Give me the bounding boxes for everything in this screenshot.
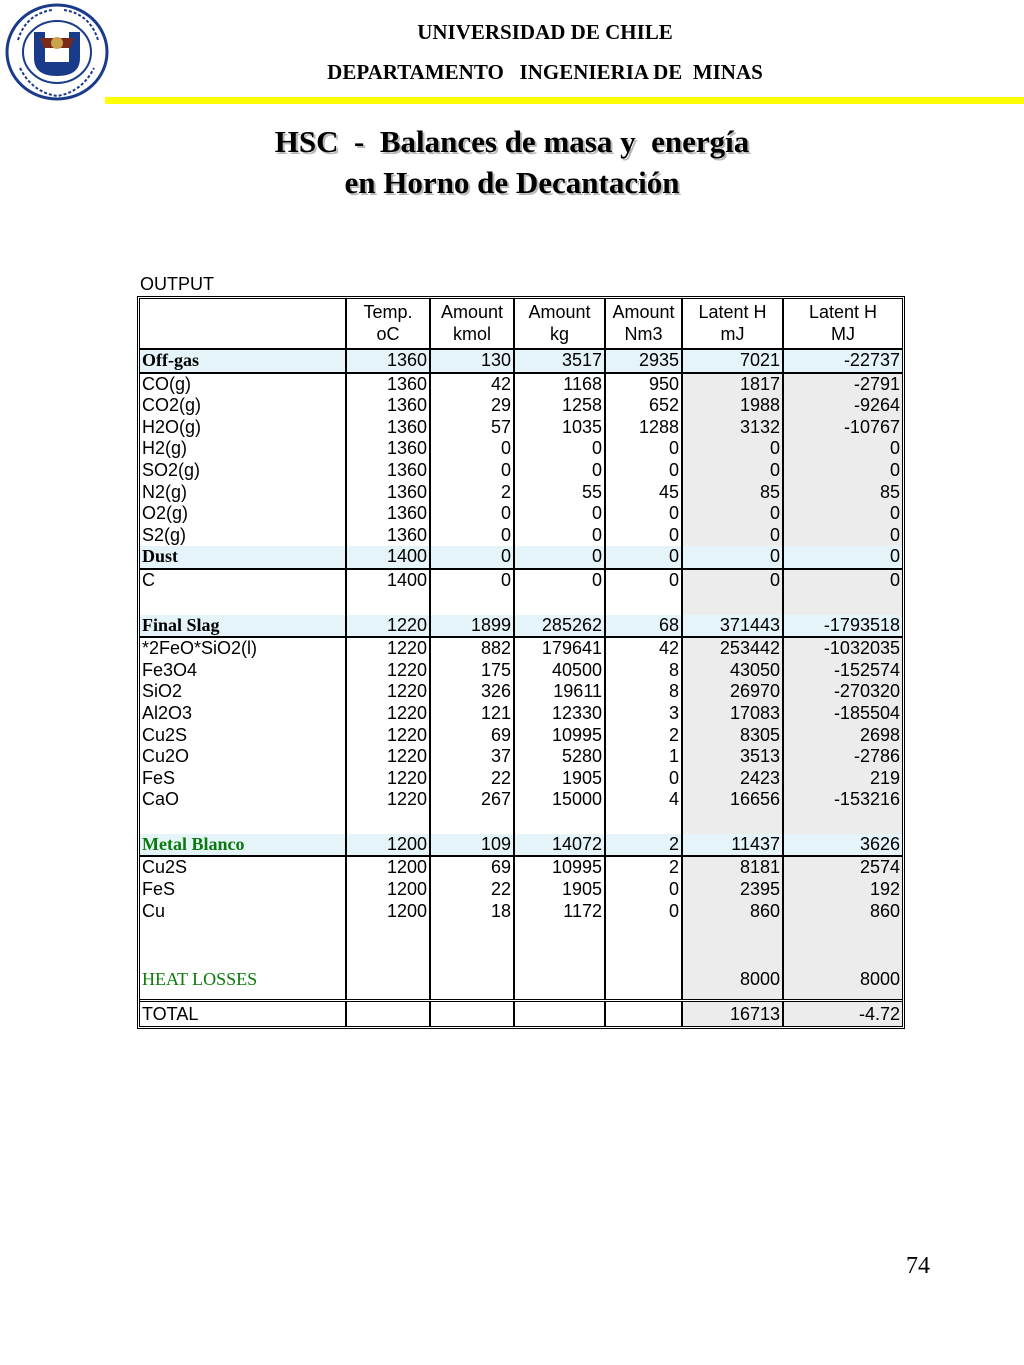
row-label: Cu2O (142, 746, 190, 767)
total-row (140, 1000, 902, 1026)
empty-cell (140, 991, 346, 1001)
row-label: H2O(g) (142, 416, 202, 437)
table-cell: 0 (682, 438, 783, 460)
empty-cell (682, 811, 783, 834)
row-label: *2FeO*SiO2(l) (142, 638, 258, 659)
table-cell: 26970 (682, 681, 783, 703)
table-cell: 0 (430, 569, 514, 592)
row-label: SO2(g) (142, 459, 201, 480)
table-cell: 3626 (783, 834, 902, 857)
table-cell: 0 (605, 503, 682, 525)
table-row (140, 703, 902, 725)
table-cell (605, 1000, 682, 1026)
table-cell (605, 969, 682, 991)
dust-group-row (140, 546, 902, 569)
empty-cell (140, 922, 346, 969)
column-header-line1: Amount (612, 302, 675, 322)
table-row (140, 417, 902, 439)
empty-cell (514, 991, 605, 1001)
table-cell: -185504 (783, 703, 902, 725)
table-cell: 0 (605, 438, 682, 460)
table-cell: 0 (605, 768, 682, 790)
table-row (140, 637, 902, 660)
table-cell: 1400 (346, 569, 430, 592)
column-header (514, 299, 605, 349)
table-cell: 1899 (430, 615, 514, 638)
table-cell: 326 (430, 681, 514, 703)
table-cell: 179641 (514, 637, 605, 660)
table-cell: 175 (430, 660, 514, 682)
empty-cell (346, 592, 430, 615)
university-logo (4, 2, 110, 102)
row-label: Al2O3 (142, 702, 193, 723)
table-cell: -270320 (783, 681, 902, 703)
table-cell: 10995 (514, 856, 605, 879)
table-cell: 2935 (605, 349, 682, 373)
table-cell: 42 (605, 637, 682, 660)
table-cell: 0 (514, 546, 605, 569)
table-cell: 0 (682, 460, 783, 482)
table-cell: 85 (783, 482, 902, 504)
table-cell: 1258 (514, 395, 605, 417)
table-cell: 3132 (682, 417, 783, 439)
table-cell: 0 (430, 503, 514, 525)
table-cell: 69 (430, 725, 514, 747)
empty-cell (514, 922, 605, 969)
table-cell: -2791 (783, 373, 902, 396)
table-cell: 0 (605, 879, 682, 901)
row-label: TOTAL (142, 1003, 199, 1024)
table-cell: 14072 (514, 834, 605, 857)
table-row (140, 482, 902, 504)
table-cell: 0 (430, 525, 514, 547)
empty-cell (430, 922, 514, 969)
table-cell: 68 (605, 615, 682, 638)
table-cell: 1288 (605, 417, 682, 439)
column-header-line1: Amount (528, 302, 591, 322)
table-cell: 2 (605, 834, 682, 857)
table-label: OUTPUT (140, 274, 214, 294)
table-cell: 0 (783, 438, 902, 460)
table-cell: 1360 (346, 482, 430, 504)
column-header (430, 299, 514, 349)
table-cell: 0 (682, 503, 783, 525)
table-cell: 0 (605, 546, 682, 569)
empty-cell (430, 991, 514, 1001)
table-cell: 0 (682, 525, 783, 547)
metal-group-row (140, 834, 902, 857)
column-header-line2: mJ (720, 324, 745, 344)
table-cell: 285262 (514, 615, 605, 638)
row-label: O2(g) (142, 503, 189, 524)
table-cell: -152574 (783, 660, 902, 682)
table-row (140, 460, 902, 482)
table-cell: 1220 (346, 725, 430, 747)
table-cell: 8181 (682, 856, 783, 879)
heat-losses-row (140, 969, 902, 991)
table-row (140, 879, 902, 901)
column-header-line1: Latent H (698, 302, 767, 322)
table-header (140, 299, 902, 349)
table-cell: 130 (430, 349, 514, 373)
table-cell: 2698 (783, 725, 902, 747)
table-cell: 2574 (783, 856, 902, 879)
table-cell: 37 (430, 746, 514, 768)
table-cell: 15000 (514, 789, 605, 811)
table-cell: 1168 (514, 373, 605, 396)
table-cell: 0 (783, 546, 902, 569)
table-cell: 1905 (514, 879, 605, 901)
column-header-line2: Nm3 (624, 324, 663, 344)
slag-group-row (140, 615, 902, 638)
table-cell: 652 (605, 395, 682, 417)
column-header (783, 299, 902, 349)
table-cell: 1360 (346, 395, 430, 417)
table-cell: 0 (605, 460, 682, 482)
row-label: CaO (142, 789, 180, 810)
table-cell: -153216 (783, 789, 902, 811)
table-cell: -9264 (783, 395, 902, 417)
empty-cell (605, 811, 682, 834)
table-cell: 8 (605, 681, 682, 703)
table-cell: 19611 (514, 681, 605, 703)
table-row (140, 503, 902, 525)
table-cell: 1360 (346, 438, 430, 460)
empty-cell (140, 592, 346, 615)
table-cell: 0 (605, 569, 682, 592)
table-row (140, 438, 902, 460)
table-cell: 253442 (682, 637, 783, 660)
university-name: UNIVERSIDAD DE CHILE (417, 20, 673, 44)
table-cell: 40500 (514, 660, 605, 682)
table-cell: 16656 (682, 789, 783, 811)
row-label: Fe3O4 (142, 659, 198, 680)
table-cell: 1220 (346, 660, 430, 682)
row-label: CO(g) (142, 373, 191, 394)
table-cell: 1200 (346, 879, 430, 901)
table-cell: -1032035 (783, 637, 902, 660)
row-label: Cu (142, 900, 166, 921)
table-cell: 3517 (514, 349, 605, 373)
table-cell: 0 (514, 438, 605, 460)
column-header-line1: Amount (440, 302, 504, 322)
table-cell (346, 969, 430, 991)
table-cell: 8000 (682, 969, 783, 991)
spacer-row (140, 592, 902, 615)
empty-cell (783, 991, 902, 1001)
table-cell: 0 (514, 503, 605, 525)
empty-cell (430, 592, 514, 615)
table-cell (346, 1000, 430, 1026)
empty-cell (783, 592, 902, 615)
table-cell: 0 (783, 525, 902, 547)
table-row (140, 789, 902, 811)
table-cell: 7021 (682, 349, 783, 373)
table-cell: -10767 (783, 417, 902, 439)
table-cell (430, 969, 514, 991)
table-cell: 1220 (346, 789, 430, 811)
table-cell: 8305 (682, 725, 783, 747)
table-cell: 0 (605, 525, 682, 547)
table-cell: 0 (514, 460, 605, 482)
table-cell: 1220 (346, 768, 430, 790)
table-cell: 1360 (346, 503, 430, 525)
table-cell: 1200 (346, 834, 430, 857)
row-label: FeS (142, 767, 176, 788)
table-cell: 1220 (346, 637, 430, 660)
table-cell: 0 (430, 438, 514, 460)
table-cell: 1988 (682, 395, 783, 417)
column-header (605, 299, 682, 349)
table-row (140, 660, 902, 682)
table-cell: 109 (430, 834, 514, 857)
table-cell: -4.72 (783, 1000, 902, 1026)
table-cell: -2786 (783, 746, 902, 768)
table-row (140, 395, 902, 417)
table-cell: 8 (605, 660, 682, 682)
table-cell: 219 (783, 768, 902, 790)
table-cell: 1200 (346, 901, 430, 923)
table-cell: 1360 (346, 417, 430, 439)
empty-cell (605, 991, 682, 1001)
table-row (140, 768, 902, 790)
column-header-line2: kg (549, 324, 569, 344)
table-cell: 0 (514, 525, 605, 547)
table-cell: 0 (605, 901, 682, 923)
table-cell: 2 (605, 725, 682, 747)
table-row (140, 373, 902, 396)
row-label: CO2(g) (142, 395, 202, 416)
empty-cell (346, 922, 430, 969)
table-cell: 1360 (346, 349, 430, 373)
empty-cell (346, 811, 430, 834)
table-cell: 371443 (682, 615, 783, 638)
table-cell: 22 (430, 768, 514, 790)
table-cell: 22 (430, 879, 514, 901)
empty-cell (682, 991, 783, 1001)
table-cell: 1220 (346, 681, 430, 703)
header-row (140, 299, 902, 349)
empty-cell (605, 922, 682, 969)
table-cell: 16713 (682, 1000, 783, 1026)
table-cell: 8000 (783, 969, 902, 991)
table-cell: 57 (430, 417, 514, 439)
table-cell: 55 (514, 482, 605, 504)
table-cell: 69 (430, 856, 514, 879)
column-header (346, 299, 430, 349)
row-label: Cu2S (142, 857, 188, 878)
row-label: Metal Blanco (140, 834, 346, 857)
row-label: N2(g) (142, 481, 188, 502)
row-label: C (142, 569, 155, 590)
table-row (140, 746, 902, 768)
table-cell: 950 (605, 373, 682, 396)
empty-cell (346, 991, 430, 1001)
empty-cell (605, 592, 682, 615)
table-cell: 17083 (682, 703, 783, 725)
table-cell: 0 (783, 460, 902, 482)
table-cell: 11437 (682, 834, 783, 857)
table-cell: 3513 (682, 746, 783, 768)
department-name: DEPARTAMENTO INGENIERIA DE MINAS (327, 60, 763, 84)
table-cell: 10995 (514, 725, 605, 747)
row-label: Cu2S (142, 724, 188, 745)
header-divider (105, 97, 1024, 104)
table-cell: 1220 (346, 746, 430, 768)
row-label: Final Slag (140, 615, 346, 638)
empty-cell (514, 811, 605, 834)
table-cell: 1360 (346, 525, 430, 547)
table-row (140, 725, 902, 747)
table-cell: 121 (430, 703, 514, 725)
table-cell: 42 (430, 373, 514, 396)
empty-cell (140, 811, 346, 834)
table-cell: 860 (783, 901, 902, 923)
row-label: FeS (142, 879, 176, 900)
table-cell: 0 (430, 460, 514, 482)
table-cell: 12330 (514, 703, 605, 725)
table-cell: 0 (682, 546, 783, 569)
table-cell: 2395 (682, 879, 783, 901)
table-cell: 85 (682, 482, 783, 504)
table-cell: 1360 (346, 460, 430, 482)
table-cell: -1793518 (783, 615, 902, 638)
table-cell: 1172 (514, 901, 605, 923)
table-cell: 1905 (514, 768, 605, 790)
column-header-line2: oC (376, 324, 400, 344)
page-number: 74 (906, 1253, 930, 1279)
spacer-row (140, 811, 902, 834)
table-cell: 1220 (346, 703, 430, 725)
table-cell: -22737 (783, 349, 902, 373)
table-row (140, 856, 902, 879)
table-cell: 192 (783, 879, 902, 901)
row-label: H2(g) (142, 438, 188, 459)
table-cell: 1200 (346, 856, 430, 879)
table-cell: 2423 (682, 768, 783, 790)
table-cell (430, 1000, 514, 1026)
table-cell: 267 (430, 789, 514, 811)
column-header (682, 299, 783, 349)
empty-cell (682, 592, 783, 615)
table-body (140, 349, 902, 1026)
table-cell: 0 (682, 569, 783, 592)
table-row (140, 901, 902, 923)
table-cell: 1360 (346, 373, 430, 396)
table-cell (514, 969, 605, 991)
spacer-row (140, 991, 902, 1001)
table-cell: 1035 (514, 417, 605, 439)
column-header-line1: Latent H (808, 302, 878, 322)
column-header-line2: kmol (452, 324, 491, 344)
output-table (137, 296, 905, 1029)
table-cell: 860 (682, 901, 783, 923)
row-label: Off-gas (140, 349, 346, 373)
table-cell: 2 (605, 856, 682, 879)
table-cell: 29 (430, 395, 514, 417)
table-cell: 1817 (682, 373, 783, 396)
table-cell (514, 1000, 605, 1026)
empty-cell (682, 922, 783, 969)
column-header-line2: MJ (831, 324, 855, 344)
table-cell: 0 (514, 569, 605, 592)
table-cell: 1 (605, 746, 682, 768)
table-cell: 3 (605, 703, 682, 725)
column-header (140, 299, 346, 349)
empty-cell (430, 811, 514, 834)
slide-title-line2: en Horno de Decantación (344, 165, 680, 200)
empty-cell (783, 922, 902, 969)
table-cell: 1400 (346, 546, 430, 569)
table-cell: 2 (430, 482, 514, 504)
table-cell: 4 (605, 789, 682, 811)
table-row (140, 525, 902, 547)
offgas-group-row (140, 349, 902, 373)
table-cell: 882 (430, 637, 514, 660)
table-cell: 18 (430, 901, 514, 923)
table-cell: 0 (783, 503, 902, 525)
spacer-row (140, 922, 902, 969)
table-cell: 45 (605, 482, 682, 504)
table-cell: 0 (783, 569, 902, 592)
empty-cell (783, 811, 902, 834)
table-row (140, 569, 902, 592)
table-cell: 1220 (346, 615, 430, 638)
row-label: S2(g) (142, 524, 187, 545)
column-header-line1: Temp. (363, 302, 413, 322)
table-row (140, 681, 902, 703)
row-label: Dust (140, 546, 346, 569)
row-label: HEAT LOSSES (142, 969, 258, 990)
slide-title-line1: HSC - Balances de masa y energía (274, 124, 750, 159)
row-label: SiO2 (142, 681, 183, 702)
table-cell: 5280 (514, 746, 605, 768)
empty-cell (514, 592, 605, 615)
table-cell: 0 (430, 546, 514, 569)
table-cell: 43050 (682, 660, 783, 682)
